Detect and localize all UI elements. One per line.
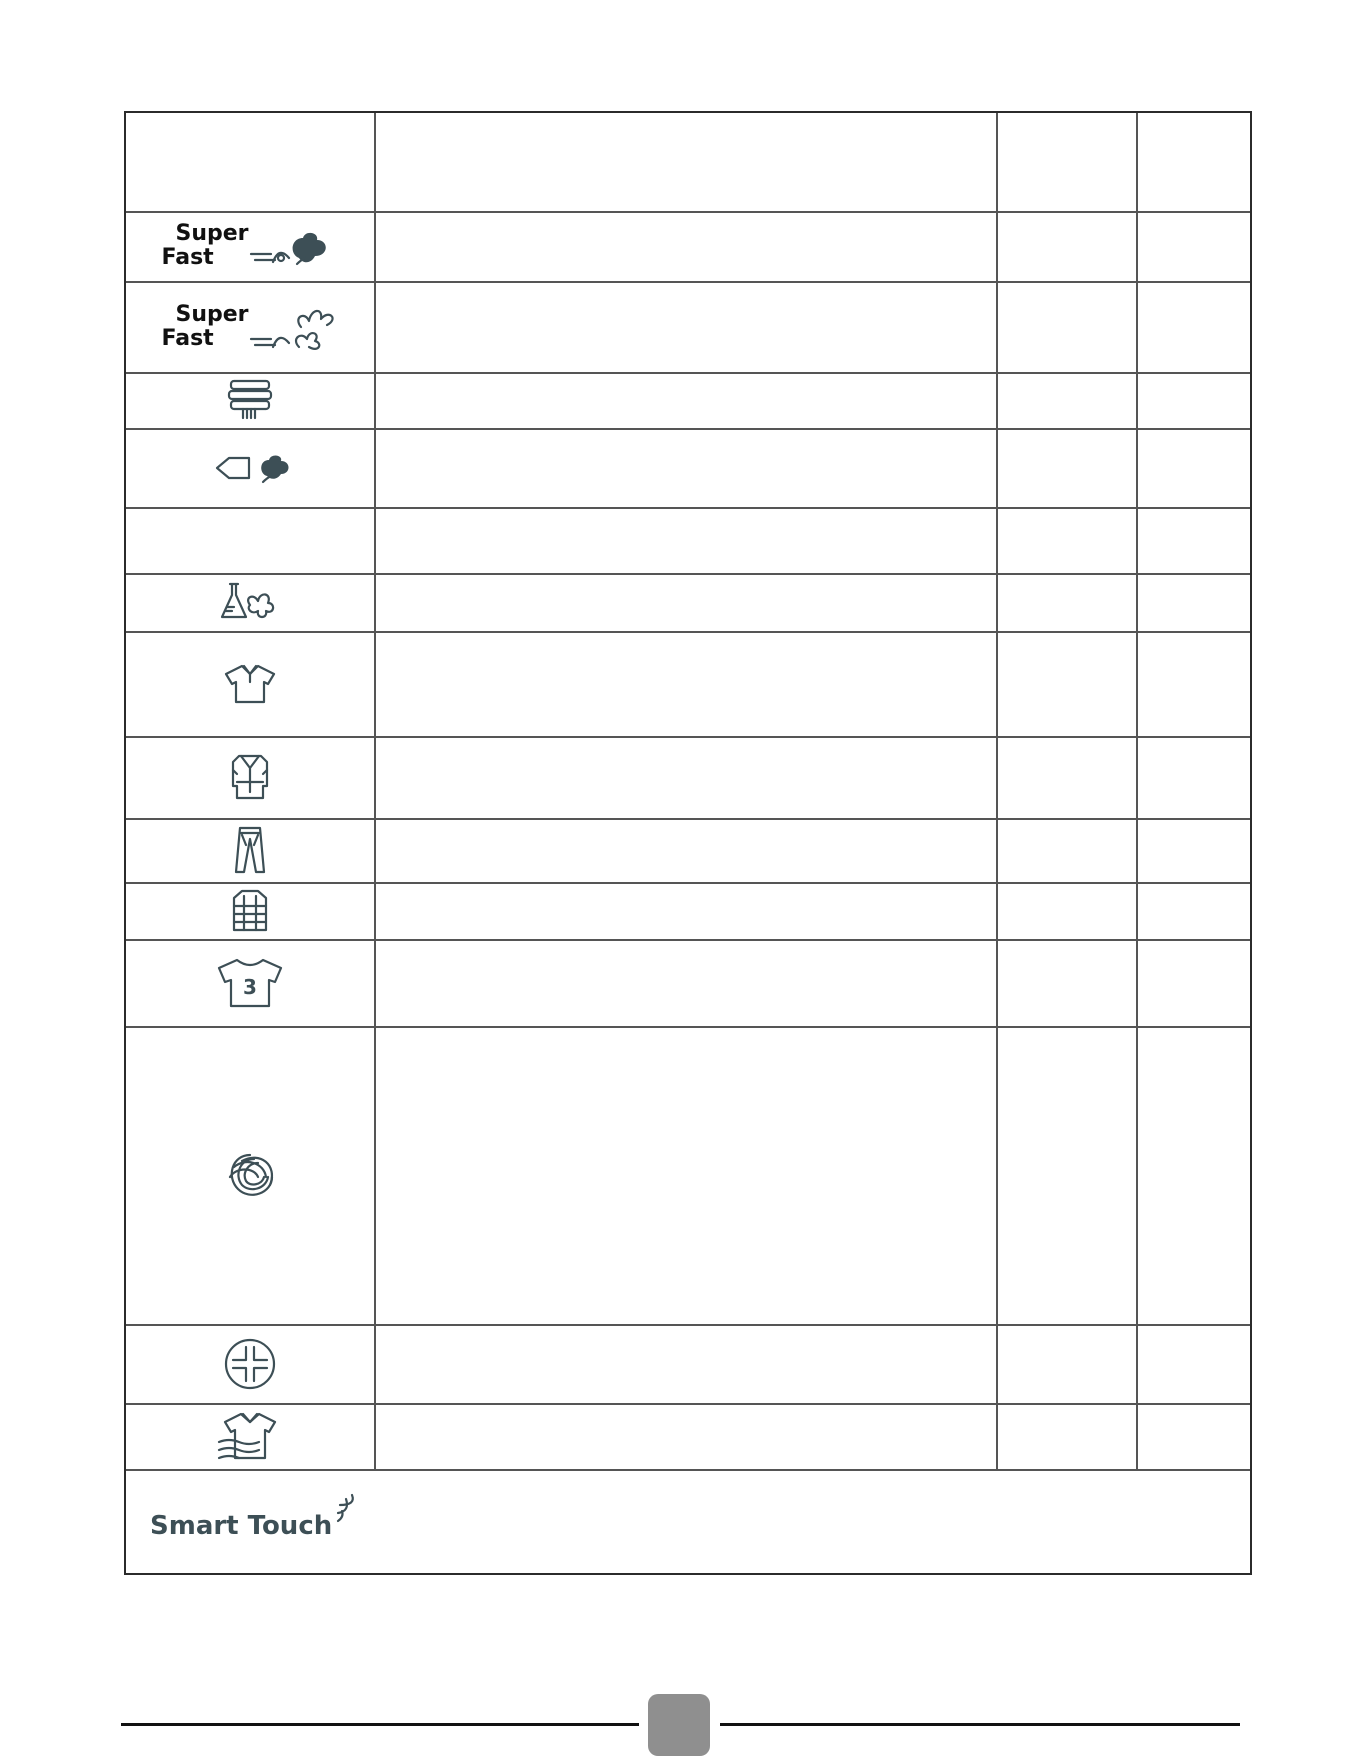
row-super-fast-cotton (126, 211, 374, 281)
super-fast-label (161, 222, 248, 270)
row-super-fast-synthetic (126, 281, 374, 372)
column-divider (996, 113, 998, 1469)
page-number-badge (648, 1694, 710, 1756)
hygiene-plus-icon (223, 1337, 277, 1391)
row-divider (126, 1469, 1250, 1471)
jeans-icon (230, 825, 270, 875)
wool-icon (220, 1147, 280, 1203)
super-text: Super (175, 221, 249, 246)
footer-rule-left (121, 1723, 639, 1726)
super-fast-synthetic-icon (249, 299, 339, 355)
row-rinse-shirt (126, 1403, 374, 1469)
row-delicate-jacket (126, 736, 374, 818)
mixed-towels-icon (225, 378, 275, 422)
delicate-jacket-icon (225, 752, 275, 802)
down-jacket-icon (228, 888, 272, 934)
fast-text: Fast (161, 325, 214, 351)
smart-touch-text: Smart Touch (150, 1511, 333, 1541)
row-cotton-tag (126, 428, 374, 507)
hygiene-synthetic-icon (218, 581, 282, 623)
super-fast-label (161, 303, 248, 351)
cotton-tag-icon (205, 450, 295, 486)
row-sports-jersey (126, 939, 374, 1026)
column-divider (374, 113, 376, 1469)
row-hygiene-synthetic (126, 573, 374, 631)
row-hygiene-plus (126, 1324, 374, 1403)
smart-touch-logo (150, 1493, 360, 1541)
row-wool (126, 1026, 374, 1324)
super-fast-cotton-icon (249, 224, 339, 268)
nfc-wave-icon (334, 1493, 360, 1527)
rinse-shirt-icon (215, 1410, 285, 1462)
row-jeans (126, 818, 374, 882)
super-text: Super (175, 301, 249, 327)
row-down-jacket (126, 882, 374, 939)
shirt-icon (222, 662, 278, 706)
column-divider (1136, 113, 1138, 1469)
sports-jersey-icon (215, 956, 285, 1010)
row-empty (126, 507, 374, 573)
row-shirt (126, 631, 374, 736)
programme-table (124, 111, 1252, 1575)
footer-rule-right (720, 1723, 1240, 1726)
row-mixed-towels (126, 372, 374, 428)
fast-text: Fast (161, 245, 214, 270)
jersey-number: 3 (243, 974, 257, 999)
